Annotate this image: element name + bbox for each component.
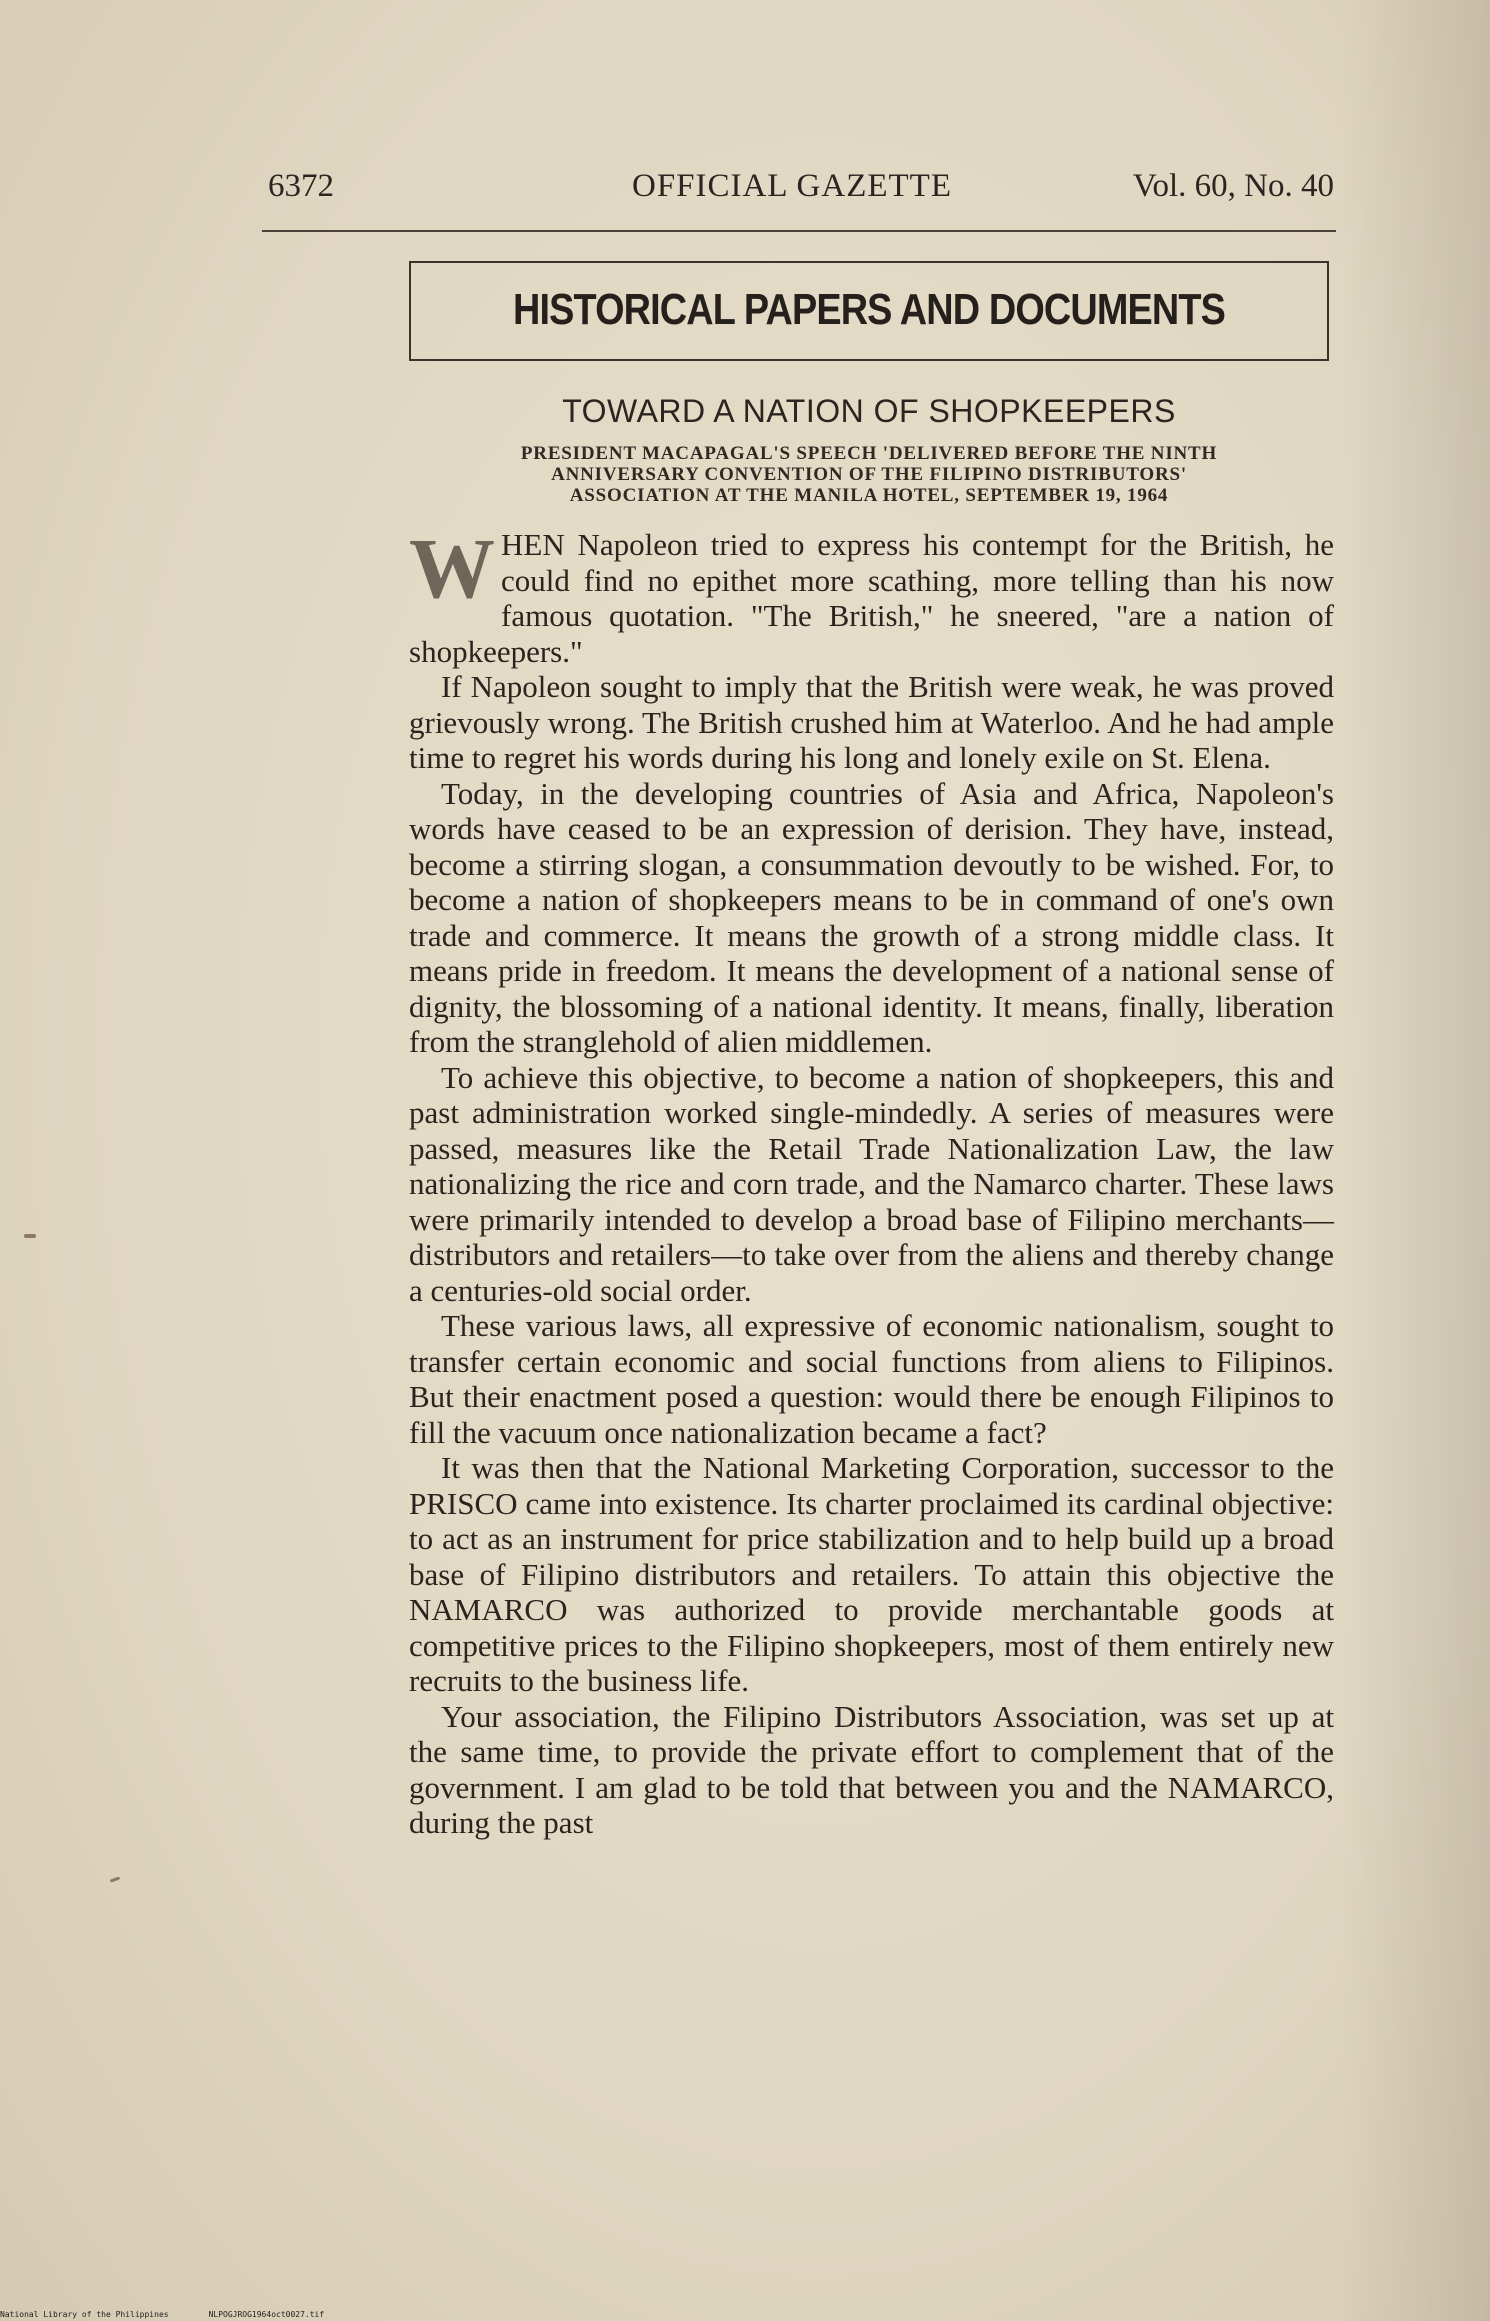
volume-number: Vol. 60, No. 40 (1132, 168, 1334, 204)
section-title: HISTORICAL PAPERS AND DOCUMENTS (513, 285, 1225, 334)
paragraph: These various laws, all expressive of economic nationalism, sought to transfer certain economic and social functions from aliens to Filipinos. But their enactment posed a question: would there be enough Filipinos to fill the vacuum once nationalization became a fact? (409, 1308, 1334, 1450)
paragraph: It was then that the National Marketing Corporation, successor to the PRISCO came into existence. Its charter proclaimed its cardinal objective: to act as an instrument for price stabilization and to help build up a broad base of Filipino distributors and retailers. To attain this objective the NAMARCO was authorized to provide merchantable goods at competitive prices to the Filipino shopkeepers, most of them entirely new recruits to the business life. (409, 1450, 1334, 1698)
speech-title: TOWARD A NATION OF SHOPKEEPERS (562, 393, 1176, 429)
subtitle-line: ASSOCIATION AT THE MANILA HOTEL, SEPTEMBER 19, 1964 (569, 485, 1169, 506)
paragraph-text: HEN Napoleon tried to express his contempt for the British, he could find no epithet more scathing, more telling than his now famous quotation. "The British," he sneered, "are a nation of shopkeepers." (409, 527, 1334, 669)
paragraph: To achieve this objective, to become a nation of shopkeepers, this and past administration worked single-mindedly. A series of measures were passed, measures like the Retail Trade Nationalization Law, the law nationalizing the rice and corn trade, and the Namarco charter. These laws were primarily intended to develop a broad base of Filipino merchants—distributors and retailers—to take over from the aliens and thereby change a centuries-old social order. (409, 1059, 1334, 1308)
page-number: 6372 (268, 168, 334, 204)
stray-mark (24, 1234, 36, 1238)
scan-footer (0, 2310, 364, 2319)
paragraph (409, 520, 1334, 669)
header-rule (262, 230, 1336, 232)
scan-filename: NLPOGJROG1964oct0027.tif (208, 2310, 325, 2319)
speech-subtitle (409, 443, 1329, 506)
page-edge-shadow (1340, 0, 1490, 2321)
drop-cap: W (409, 520, 491, 616)
paragraph: Today, in the developing countries of Asia and Africa, Napoleon's words have ceased to be an expression of derision. They have, instead, become a stirring slogan, a consummation devoutly to be wished. For, to become a nation of shopkeepers means to be in command of one's own trade and commerce. It means the growth of a strong middle class. It means pride in freedom. It means the development of a national sense of dignity, the blossoming of a national identity. It means, finally, liberation from the stranglehold of alien middlemen. (409, 775, 1334, 1059)
subtitle-line: PRESIDENT MACAPAGAL'S SPEECH 'DELIVERED BEFORE THE NINTH (520, 443, 1218, 464)
paragraph: If Napoleon sought to imply that the British were weak, he was proved grievously wrong. The British crushed him at Waterloo. And he had ample time to regret his words during his long and lonely exile on St. Elena. (409, 669, 1334, 775)
running-header (268, 168, 1334, 208)
paragraph: Your association, the Filipino Distributors Association, was set up at the same time, to provide the private effort to complement that of the government. I am glad to be told that between you and the NAMARCO, during the past (409, 1698, 1334, 1840)
publication-title: OFFICIAL GAZETTE (632, 168, 952, 204)
subtitle-line: ANNIVERSARY CONVENTION OF THE FILIPINO DISTRIBUTORS' (551, 464, 1187, 485)
article-body (409, 520, 1334, 1841)
section-box (409, 261, 1329, 361)
library-credit: National Library of the Philippines (0, 2310, 169, 2319)
